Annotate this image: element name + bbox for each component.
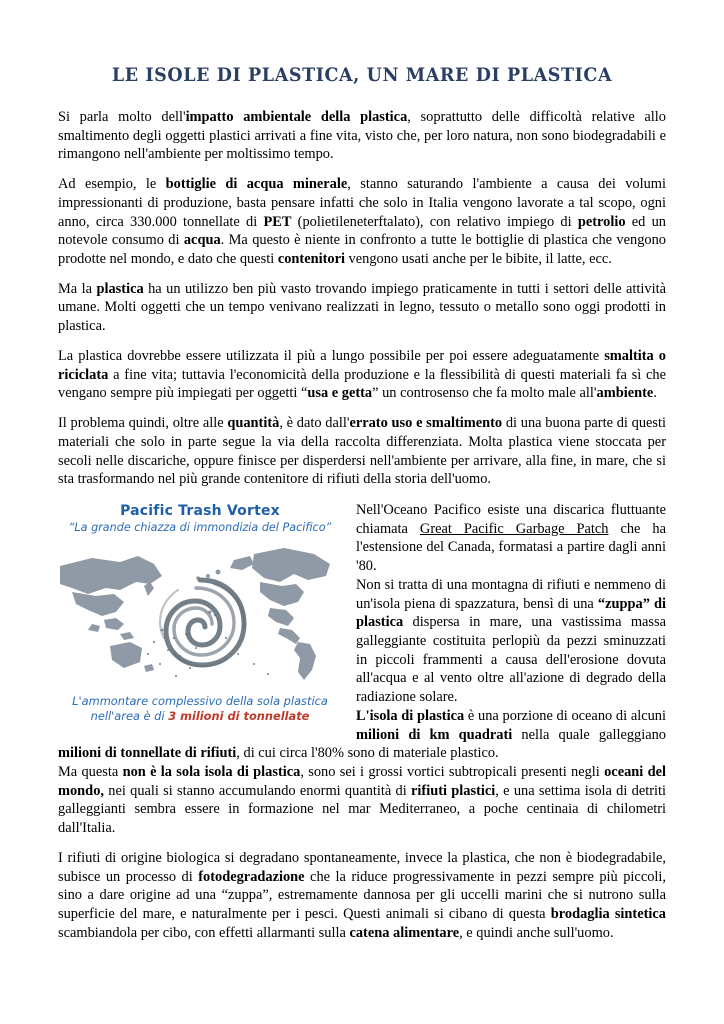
text-run-bold: PET [263,213,292,230]
text-run: dispersa in mare, una vastissima massa galleggiante costituita perlopiù da pezzi sminuzzati in piccoli frammenti a causa dell'erosione dovuta all'acqua e al vento oltre all'azione di degrado della radiazione solare. [356,614,666,706]
landmasses [60,548,330,680]
text-run: , e quindi anche sull'uomo. [459,924,614,941]
text-run: Ad esempio, le [58,176,166,193]
paragraph-9 [58,763,666,838]
figure-pacific-trash-vortex [58,503,342,725]
text-run: ” un controsenso che fa molto male all' [372,385,597,402]
text-run: di una buona parte di questi materiali che solo in parte segue la via della raccolta differenziata. Molta plastica viene stoccata per secoli nelle discariche, oppure finisce per disperdersi nell'ambiente per arrivare, alla fine, in mare, che si sta trasformando nel più grande contenitore di rifiuti della storia dell'uomo. [58,415,666,488]
text-run: nei quali si stanno accumulando enormi quantità di [103,782,412,799]
text-run-bold: non è la sola isola di plastica [122,764,301,780]
figure-caption [58,694,342,725]
text-run-bold: contenitori [277,251,345,268]
text-run: , stanno saturando l'ambiente a causa dei volumi impressionanti di produzione, basta pensare infatti che solo in Italia vengono lavorate a tal scopo, ogni anno, circa 330.000 tonnellate di [58,176,666,230]
text-run: a fine vita; tuttavia l'economicità della produzione e la flessibilità di questi materiali fa sì che vengano sempre più impiegati per oggetti “ [58,366,666,402]
text-run-bold: milioni di km quadrati [356,726,513,743]
paragraph-group-plastica [58,280,666,403]
vortex-spiral [160,580,244,666]
text-run-bold: impatto ambientale della plastica [185,109,408,125]
figure-caption-line2-prefix: nell'area è di [90,709,169,724]
text-run: scambiandola per cibo, con effetti allarmanti sulla [58,924,350,941]
text-run: nella quale galleggiano [512,726,666,743]
text-run: Ma la [58,280,97,297]
text-run: Nell'Oceano Pacifico esiste una discarica fluttuante chiamata [356,501,666,537]
text-run: (polietileneterftalato), con relativo impiego di [291,213,578,230]
text-run: , e una settima isola di detriti galleggianti sembra essere in formazione nel mar Mediterraneo, a poche centinaia di chilometri dall'Italia. [58,782,666,837]
text-run: ha un utilizzo ben più vasto trovando impiego praticamente in tutti i settori delle attività umane. Molti oggetti che un tempo venivano realizzati in legno, tessuto o metallo sono oggi prodotti in plastica. [58,280,667,335]
text-run: vengono usati anche per le bibite, il latte, ecc. [344,251,612,268]
paragraph-3 [58,280,666,336]
text-run: Il problema quindi, oltre alle [58,415,228,432]
text-run-bold: bottiglie di acqua minerale [165,176,348,193]
text-run-bold: quantità [227,415,280,432]
text-run: che ha l'estensione del Canada, formatasi a partire dagli anni '80. [356,520,666,575]
text-run-bold: smaltita o riciclata [58,347,666,383]
map-svg [58,538,342,688]
text-run: ed un notevole consumo di [58,213,667,249]
text-run-bold: ambiente [596,385,654,402]
text-run-bold: fotodegradazione [198,868,305,885]
paragraph-5 [58,414,666,489]
page-title: LE ISOLE DI PLASTICA, UN MARE DI PLASTICA [111,65,613,87]
text-run-bold: petrolio [577,213,626,230]
figure-title: Pacific Trash Vortex [120,502,280,519]
text-run: , di cui circa l'80% sono di materiale plastico. [236,745,499,762]
world-map-graphic [58,538,342,688]
text-run-bold: L'isola di plastica [356,707,465,724]
text-run: La plastica dovrebbe essere utilizzata il più a lungo possibile per poi essere adeguatamente [58,347,605,364]
text-run-bold: usa e getta [307,385,373,402]
text-run: , sono sei i grossi vortici subtropicali presenti negli [300,764,605,780]
figure-caption-highlight: 3 milioni di tonnellate [168,709,310,724]
text-run-underline: Great Pacific Garbage Patch [419,520,609,537]
text-run: Non si tratta di una montagna di rifiuti e nemmeno di un'isola piena di spazzatura, bensì di una [356,576,666,612]
paragraph-4 [58,347,666,403]
text-run-bold: acqua [183,232,221,249]
paragraph-1 [58,108,666,164]
text-run: , è dato dall' [279,415,350,432]
text-run-bold: oceani del mondo, [58,764,666,799]
text-run: . [653,385,657,402]
figure-subtitle: “La grande chiazza di immondizia del Pacifico” [68,520,332,534]
text-run-bold: errato uso e smaltimento [349,415,503,432]
paragraph-10 [58,849,666,943]
text-run: . Ma questo è niente in confronto a tutte le bottiglie di plastica che vengono prodotte nel mondo, e dato che questi [58,232,666,268]
text-run: , soprattutto delle difficoltà relative allo smaltimento degli oggetti plastici arrivati a fine vita, visto che, per loro natura, non sono biodegradabili e rimangono nell'ambiente per moltissimo tempo. [58,109,667,163]
paragraph-2 [58,175,666,269]
text-run: che la riduce progressivamente in pezzi sempre più piccoli, sino a dare origine ad una “zuppa”, estremamente dannosa per gli uccelli marini che si nutrono sulla superficie del mare, e naturalmente per i pesci. Questi animali si cibano di questa [58,868,666,923]
text-run-bold: milioni di tonnellate di rifiuti [58,745,237,762]
text-run-bold: catena alimentare [349,924,460,941]
text-run: è una porzione di oceano di alcuni [464,707,666,724]
text-run-bold: “zuppa” di plastica [356,595,666,631]
text-run: I rifiuti di origine biologica si degradano spontaneamente, invece la plastica, che non è biodegradabile, subisce un processo di [58,849,666,885]
text-run: Ma questa [58,764,123,780]
text-run: Si parla molto dell' [58,109,186,125]
text-run-bold: rifiuti plastici [411,782,496,799]
text-run-bold: plastica [96,280,144,297]
text-run-bold: brodaglia sintetica [550,906,666,923]
figure-caption-line1: L'ammontare complessivo della sola plastica [72,693,328,708]
figure-with-wrapped-text [58,501,666,838]
